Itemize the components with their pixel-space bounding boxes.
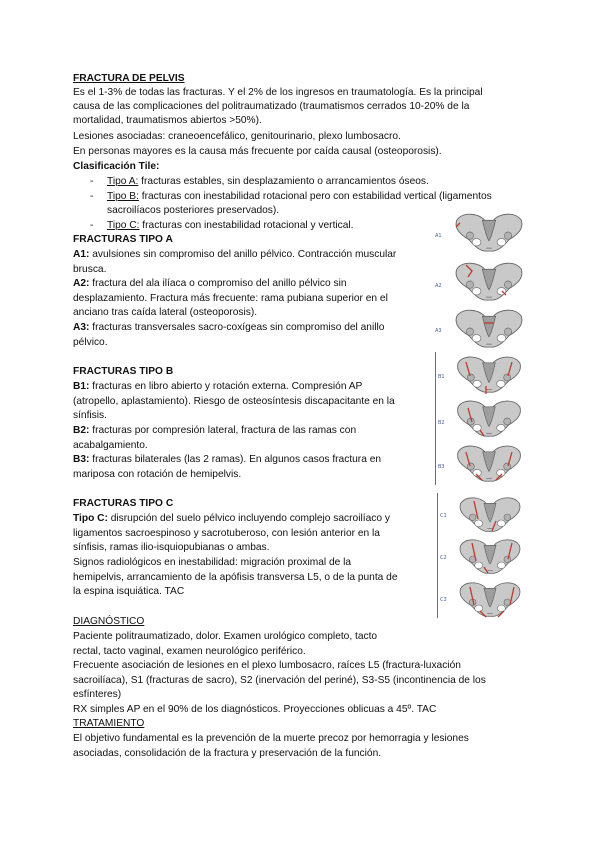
b2-text: fracturas por compresión lateral, fractura de las ramas con xyxy=(89,425,357,436)
a2-line-2: desplazamiento. Fractura más frecuente: rama pubiana superior en el xyxy=(73,293,388,304)
diagnostico-line-4: sacroilíaca), S1 (fracturas de sacro), S2 (inervación del periné), S3-S5 (incontinencia de los xyxy=(73,675,486,686)
b3-line xyxy=(73,453,381,467)
tipo-b-text-cont: sacroilíacos posteriores preservados). xyxy=(107,205,280,216)
diagnostico-line-1: Paciente politraumatizado, dolor. Examen urológico completo, tacto xyxy=(73,631,378,642)
tipo-b-heading: FRACTURAS TIPO B xyxy=(73,366,174,377)
list-dash: - xyxy=(90,191,94,202)
pelvis-figure-b1 xyxy=(438,357,520,394)
a1-line xyxy=(73,248,396,262)
pelvis-figure-a3 xyxy=(435,310,522,347)
b2-line-2: acabalgamiento. xyxy=(73,440,148,451)
label-a3: A3 xyxy=(435,328,442,334)
list-item-tipo-b xyxy=(107,190,492,204)
doc-title: FRACTURA DE PELVIS xyxy=(73,73,185,84)
tipo-a-text: fracturas estables, sin desplazamiento o arrancamientos óseos. xyxy=(138,176,429,187)
tipo-c-heading: FRACTURAS TIPO C xyxy=(73,498,174,509)
label-a1: A1 xyxy=(435,233,442,239)
c-line-4: Signos radiológicos en inestabilidad: migración proximal de la xyxy=(73,557,352,568)
intro-line-1: Es el 1-3% de todas las fracturas. Y el 2% de los ingresos en traumatología. Es la principal xyxy=(73,87,483,98)
b2-line xyxy=(73,424,356,438)
tratamiento-line-1: El objetivo fundamental es la prevención de la muerte precoz por hemorragia y lesiones xyxy=(73,733,469,744)
intro-line-5: En personas mayores es la causa más frecuente por caída causal (osteoporosis). xyxy=(73,146,442,157)
tipo-a-heading: FRACTURAS TIPO A xyxy=(73,234,173,245)
pelvis-figure-a2 xyxy=(435,263,522,300)
c-line-3: sínfisis, ramas ilio-isquiopubianas o ambas. xyxy=(73,542,270,553)
b1-label: B1: xyxy=(73,381,90,392)
label-c3: C3 xyxy=(440,597,447,603)
diagnostico-line-2: rectal, tacto vaginal, examen neurológico periférico. xyxy=(73,646,306,657)
label-b3: B3 xyxy=(438,464,445,470)
intro-line-3: mortalidad, traumatismos abiertos >50%). xyxy=(73,115,262,126)
a1-line-2: brusca. xyxy=(73,264,107,275)
classification-heading: Clasificación Tile: xyxy=(73,161,160,172)
tipo-a-label: Tipo A: xyxy=(107,176,139,187)
tipo-c-text: fracturas con inestabilidad rotacional y vertical. xyxy=(139,220,354,231)
a2-line xyxy=(73,277,347,291)
list-item-tipo-a xyxy=(107,175,429,189)
c-label: Tipo C: xyxy=(73,513,108,524)
b1-text: fracturas en libro abierto y rotación externa. Compresión AP xyxy=(89,381,363,392)
label-c2: C2 xyxy=(440,555,447,561)
label-b2: B2 xyxy=(438,420,445,426)
a3-line-2: pélvico. xyxy=(73,337,108,348)
tratamiento-line-2: asociadas, consolidación de la fractura y preservación de la función. xyxy=(73,748,382,759)
a3-line xyxy=(73,321,384,335)
list-dash: - xyxy=(90,176,94,187)
tipo-b-label: Tipo B: xyxy=(107,191,139,202)
a1-label: A1: xyxy=(73,249,90,260)
tratamiento-heading: TRATAMIENTO xyxy=(73,718,145,729)
a3-label: A3: xyxy=(73,322,90,333)
a2-text: fractura del ala ilíaca o compromiso del anillo pélvico sin xyxy=(89,278,347,289)
label-a2: A2 xyxy=(435,283,442,289)
figure-tipo-a xyxy=(432,207,527,352)
c-line xyxy=(73,512,390,526)
a1-text: avulsiones sin compromiso del anillo pélvico. Contracción muscular xyxy=(89,249,397,260)
b3-label: B3: xyxy=(73,454,90,465)
intro-line-4: Lesiones asociadas: craneoencefálico, genitourinario, plexo lumbosacro. xyxy=(73,131,401,142)
pelvis-figure-c3 xyxy=(440,583,520,617)
c-line-2: ligamentos sacroespinoso y sacrotuberoso, con lesión anterior en la xyxy=(73,528,380,539)
diagnostico-line-3: Frecuente asociación de lesiones en el plexo lumbosacro, raíces L5 (fractura-luxación xyxy=(73,660,461,671)
diagnostico-heading: DIAGNÓSTICO xyxy=(73,616,145,627)
tipo-b-text: fracturas con inestabilidad rotacional pero con estabilidad vertical (ligamentos xyxy=(138,191,492,202)
a3-text: fracturas transversales sacro-coxígeas sin compromiso del anillo xyxy=(89,322,385,333)
diagnostico-line-5: esfínteres) xyxy=(73,689,122,700)
label-b1: B1 xyxy=(438,374,445,380)
b3-line-2: mariposa con rotación de hemipelvis. xyxy=(73,469,242,480)
pelvis-figure-c1 xyxy=(440,498,520,532)
b1-line xyxy=(73,380,362,394)
b1-line-3: sínfisis. xyxy=(73,410,107,421)
figure-tipo-c xyxy=(438,493,528,623)
pelvis-figure-c2 xyxy=(440,540,520,574)
label-c1: C1 xyxy=(440,513,447,519)
pelvis-figure-b2 xyxy=(438,401,520,436)
tipo-c-label: Tipo C: xyxy=(107,220,140,231)
figure-tipo-b xyxy=(436,352,528,487)
pelvis-figure-a1 xyxy=(435,214,522,251)
list-item-tipo-c xyxy=(107,219,354,233)
intro-line-2: causa de las complicaciones del politraumatizado (traumatismos cerrados 10-20% de la xyxy=(73,101,470,112)
a2-line-3: anciano tras caída lateral (osteoporosis). xyxy=(73,307,258,318)
c-line-6: la espina isquiática. TAC xyxy=(73,586,185,597)
b2-label: B2: xyxy=(73,425,90,436)
diagnostico-line-6: RX simples AP en el 90% de los diagnósticos. Proyecciones oblicuas a 45º. TAC xyxy=(73,704,437,715)
pelvis-figure-b3 xyxy=(438,446,520,481)
a2-label: A2: xyxy=(73,278,90,289)
c-text: disrupción del suelo pélvico incluyendo complejo sacroilíaco y xyxy=(107,513,390,524)
b1-line-2: (atropello, aplastamiento). Riesgo de osteosíntesis discapacitante en la xyxy=(73,396,395,407)
b3-text: fracturas bilaterales (las 2 ramas). En algunos casos fractura en xyxy=(89,454,382,465)
c-line-5: hemipelvis, arrancamiento de la apófisis transversa L5, o de la punta de xyxy=(73,572,398,583)
list-dash: - xyxy=(90,220,94,231)
